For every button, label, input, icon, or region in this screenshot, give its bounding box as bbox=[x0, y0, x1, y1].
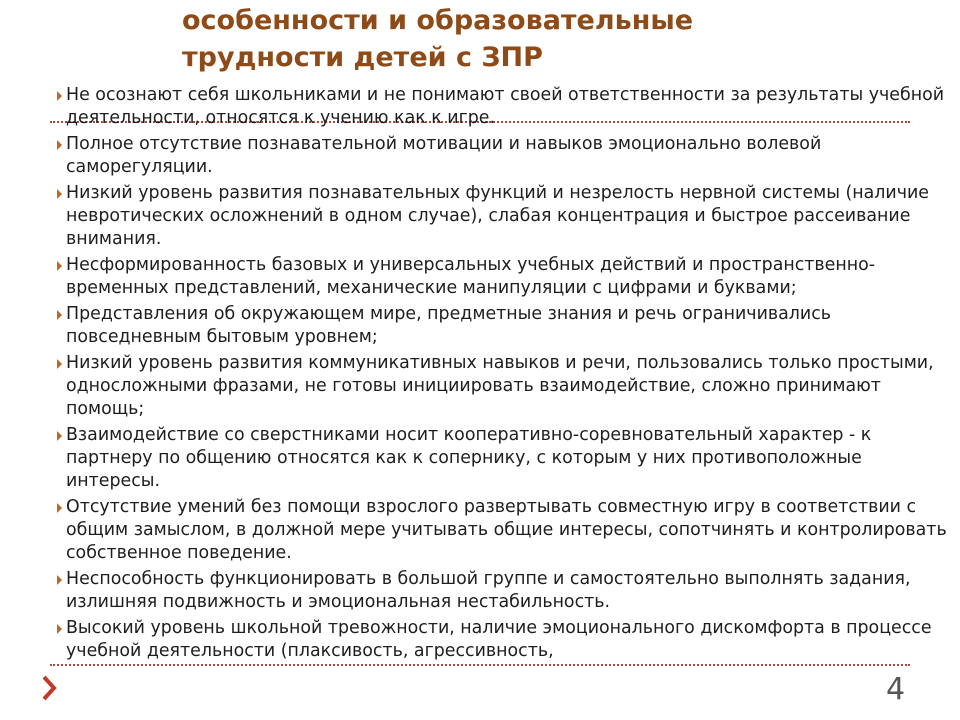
bullet-item bbox=[60, 424, 955, 493]
bullet-item bbox=[60, 568, 955, 614]
bullet-arrow-icon bbox=[57, 189, 62, 199]
bullet-item bbox=[60, 303, 955, 349]
bullet-arrow-icon bbox=[57, 503, 62, 513]
slide-title-line-1: особенности и образовательные bbox=[182, 5, 694, 36]
bullet-item bbox=[60, 133, 955, 179]
bullet-arrow-icon bbox=[57, 261, 62, 271]
bullet-arrow-icon bbox=[57, 624, 62, 634]
bullet-text: Взаимодействие со сверстниками носит кооперативно-соревновательный характер - к партнеру по общению относятся как к сопернику, с которым у них противоположные интересы. bbox=[66, 425, 872, 491]
bullet-item bbox=[60, 352, 955, 421]
bullet-item bbox=[60, 496, 955, 565]
bullet-text: Отсутствие умений без помощи взрослого развертывать совместную игру в соответствии с общим замыслом, в должной мере учитывать общие интересы, сопотчинять и контролировать собственное поведение. bbox=[66, 497, 947, 563]
bullet-text: Низкий уровень развития коммуникативных навыков и речи, пользовались только простыми, односложными фразами, не готовы инициировать взаимодействие, сложно принимают помощь; bbox=[66, 353, 934, 419]
slide-title-line-2: трудности детей с ЗПР bbox=[182, 42, 543, 73]
bullet-text: Представления об окружающем мире, предметные знания и речь ограничивались повседневным бытовым уровнем; bbox=[66, 304, 832, 347]
bullet-text: Полное отсутствие познавательной мотивации и навыков эмоционально волевой саморегуляции. bbox=[66, 134, 822, 177]
bullet-text: Высокий уровень школьной тревожности, наличие эмоционального дискомфорта в процессе учебной деятельности (плаксивость, агрессивность, bbox=[66, 618, 932, 661]
corner-chevron-icon bbox=[40, 674, 58, 702]
bullet-list bbox=[60, 84, 955, 666]
bullet-text: Несформированность базовых и универсальных учебных действий и пространственно-временных представлений, механические манипуляции с цифрами и буквами; bbox=[66, 255, 876, 298]
page-number: 4 bbox=[886, 672, 906, 707]
bullet-arrow-icon bbox=[57, 431, 62, 441]
bullet-text: Низкий уровень развития познавательных функций и незрелость нервной системы (наличие невротических осложнений в одном случае), слабая концентрация и быстрое рассеивание внимания. bbox=[66, 183, 930, 249]
bullet-item bbox=[60, 617, 955, 663]
bullet-text: Неспособность функционировать в большой группе и самостоятельно выполнять задания, излишняя подвижность и эмоциональная нестабильность. bbox=[66, 569, 911, 612]
bullet-arrow-icon bbox=[57, 310, 62, 320]
bullet-item bbox=[60, 182, 955, 251]
bullet-item bbox=[60, 254, 955, 300]
bullet-arrow-icon bbox=[57, 91, 62, 101]
bullet-arrow-icon bbox=[57, 359, 62, 369]
bullet-arrow-icon bbox=[57, 575, 62, 585]
bullet-item bbox=[60, 84, 955, 130]
bullet-arrow-icon bbox=[57, 140, 62, 150]
bullet-text: Не осознают себя школьниками и не понимают своей ответственности за результаты учебной деятельности, относятся к учению как к игре. bbox=[66, 85, 945, 128]
slide-title bbox=[182, 2, 922, 76]
